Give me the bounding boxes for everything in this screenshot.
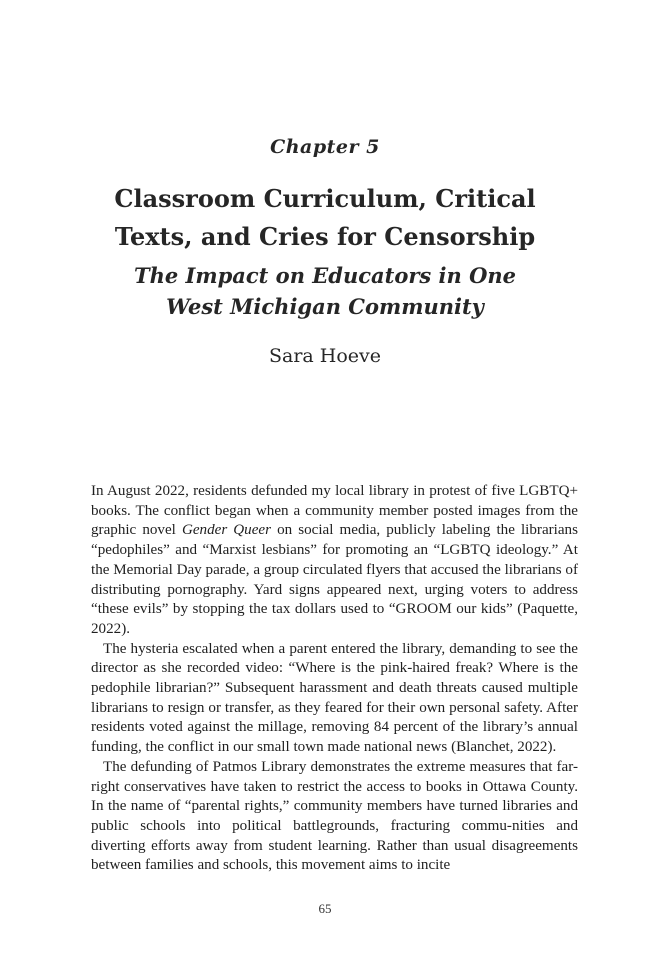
page-number: 65 (318, 901, 332, 916)
body-text (91, 482, 578, 876)
book-title-italic: Gender Queer (181, 522, 271, 539)
paragraph: The hysteria escalated when a parent entered the library, demanding to see the director as she recorded video: “Where is the pink-haired freak? Where is the pedophile librarian?” Subsequent harassment and death threats caused multiple librarians to resign or transfer, as they feared for their own personal safety. After residents voted against the millage, removing 84 percent of the library’s annual funding, the conflict in our small town made national news (Blanchet, 2022). (91, 640, 578, 756)
chapter-title-line: Classroom Curriculum, Critical (114, 184, 536, 213)
chapter-title-line: Texts, and Cries for Censorship (114, 222, 536, 251)
chapter-label: Chapter 5 (270, 136, 380, 158)
chapter-subtitle-line: West Michigan Community (166, 294, 484, 319)
chapter-subtitle (0, 260, 650, 322)
paragraph-text: In August 2022, residents defunded my local library in protest of five LGBTQ+ books. The conflict began when a community member posted images from the graphic novel (91, 483, 578, 539)
paragraph (91, 482, 578, 640)
chapter-title (0, 180, 650, 256)
chapter-subtitle-line: The Impact on Educators in One (133, 263, 517, 288)
paragraph-text: on social media, publicly labeling the librarians “pedophiles” and “Marxist lesbians” for promoting an “LGBTQ ideology.” At the Memorial Day parade, a group circulated flyers that accused the librarians of distributing pornography. Yard signs appeared next, urging voters to address “these evils” by stopping the tax dollars used to “GROOM our kids” (Paquette, 2022). (91, 522, 578, 637)
paragraph: The defunding of Patmos Library demonstrates the extreme measures that far-right conservatives have taken to restrict the access to books in Ottawa County. In the name of “parental rights,” community members have turned libraries and public schools into political battlegrounds, fracturing commu-nities and diverting efforts away from student learning. Rather than usual disagreements between families and schools, this movement aims to incite (91, 758, 578, 874)
author-name: Sara Hoeve (268, 345, 382, 367)
